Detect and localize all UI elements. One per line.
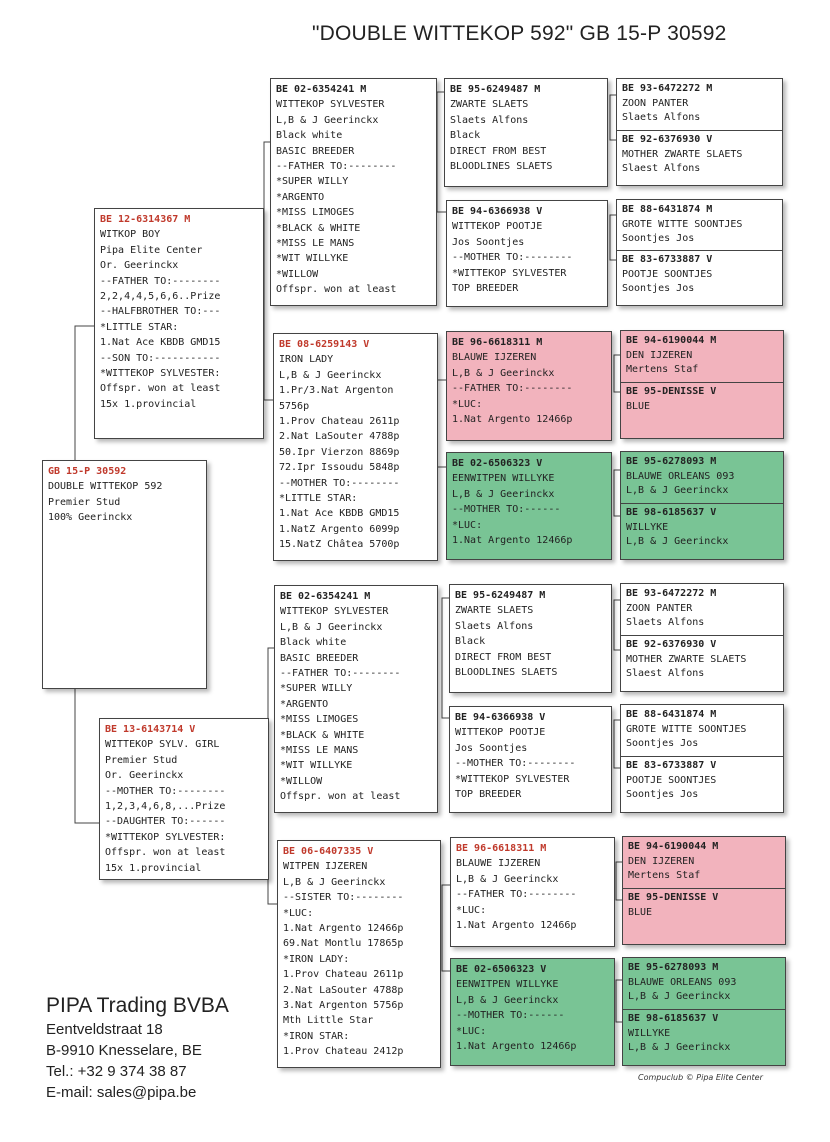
ring-number: BE 96-6618311 M: [456, 843, 547, 854]
info-line: --MOTHER TO:--------: [452, 252, 573, 264]
info-line: *LUC:: [456, 904, 487, 916]
company-info: [46, 993, 229, 1103]
info-line: 15x 1.provincial: [105, 862, 202, 874]
ring-number: BE 88-6431874 M: [622, 204, 713, 215]
info-line: DIRECT FROM BEST: [450, 145, 547, 157]
footer-credit: Compuclub © Pipa Elite Center: [638, 1073, 763, 1082]
subject-pigeon-card: [42, 460, 207, 689]
info-line: L,B & J Geerinckx: [628, 991, 731, 1003]
info-line: *WILLOW: [280, 775, 323, 787]
info-line: MOTHER ZWARTE SLAETS: [622, 148, 743, 160]
ring-number: GB 15-P 30592: [48, 466, 127, 477]
info-line: 1.Nat Argento 12466p: [452, 535, 573, 547]
info-line: *WILLOW: [276, 268, 319, 280]
ring-number: BE 08-6259143 V: [279, 339, 370, 350]
divider: [621, 635, 783, 636]
divider: [621, 503, 783, 504]
info-line: L,B & J Geerinckx: [452, 367, 555, 379]
info-line: WITTEKOP SYLVESTER: [280, 606, 389, 618]
info-line: --MOTHER TO:--------: [279, 477, 400, 489]
info-line: 15x 1.provincial: [100, 398, 197, 410]
ring-number: BE 02-6506323 V: [452, 458, 543, 469]
info-line: L,B & J Geerinckx: [276, 114, 379, 126]
mother-card: [99, 718, 269, 880]
info-line: *LUC:: [452, 519, 483, 531]
info-line: 1.Prov Chateau 2412p: [283, 1046, 404, 1058]
great-grandparent-card: [446, 331, 612, 441]
gen4-pair-card: [620, 704, 784, 813]
gen4-pair-card: [622, 836, 786, 945]
info-line: --MOTHER TO:--------: [455, 758, 576, 770]
info-line: Mertens Staf: [628, 870, 701, 882]
ring-number: BE 02-6354241 M: [276, 84, 367, 95]
info-line: --FATHER TO:--------: [452, 383, 573, 395]
info-line: POOTJE SOONTJES: [622, 268, 713, 280]
info-line: ZWARTE SLAETS: [455, 605, 534, 617]
dam-section: [622, 253, 712, 297]
info-line: 1.Prov Chateau 2611p: [283, 969, 404, 981]
ring-number: BE 94-6366938 V: [455, 712, 546, 723]
info-line: Slaets Alfons: [622, 112, 701, 124]
info-line: Slaets Alfons: [626, 617, 705, 629]
info-line: BLAUWE ORLEANS 093: [626, 470, 735, 482]
info-line: Black: [450, 130, 481, 142]
info-line: *BLACK & WHITE: [276, 222, 361, 234]
ring-number: BE 98-6185637 V: [628, 1013, 719, 1024]
info-line: 1.Nat Ace KBDB GMD15: [100, 337, 221, 349]
info-line: BASIC BREEDER: [280, 652, 359, 664]
info-line: BLOODLINES SLAETS: [450, 161, 553, 173]
ring-number: BE 94-6190044 M: [628, 841, 719, 852]
info-line: Jos Soontjes: [455, 742, 528, 754]
info-line: 50.Ipr Vierzon 8869p: [279, 446, 400, 458]
info-line: *LITTLE STAR:: [279, 493, 358, 505]
ring-number: BE 93-6472272 M: [626, 588, 717, 599]
ring-number: BE 95-6278093 M: [626, 456, 717, 467]
info-line: Black: [455, 636, 486, 648]
grandsire-paternal-card: [270, 78, 437, 306]
info-line: Black white: [280, 637, 347, 649]
info-line: EENWITPEN WILLYKE: [456, 979, 559, 991]
divider: [621, 382, 783, 383]
ring-number: BE 88-6431874 M: [626, 709, 717, 720]
info-line: Soontjes Jos: [626, 738, 699, 750]
info-line: Premier Stud: [48, 496, 121, 508]
info-line: Pipa Elite Center: [100, 244, 203, 256]
great-grandparent-card: [444, 78, 608, 187]
info-line: 1.Nat Argento 12466p: [283, 923, 404, 935]
gen4-pair-card: [616, 199, 783, 306]
info-line: WILLYKE: [628, 1027, 671, 1039]
info-line: BLAUWE IJZEREN: [452, 352, 537, 364]
info-line: Mertens Staf: [626, 364, 699, 376]
info-line: WITTEKOP POOTJE: [455, 727, 546, 739]
info-line: *ARGENTO: [276, 191, 325, 203]
info-line: L,B & J Geerinckx: [452, 488, 555, 500]
company-city: B-9910 Knesselare, BE: [46, 1042, 202, 1059]
info-line: 1.Pr/3.Nat Argenton: [279, 385, 394, 397]
info-line: 1.NatZ Argento 6099p: [279, 523, 400, 535]
info-line: L,B & J Geerinckx: [280, 621, 383, 633]
info-line: 1.Nat Argento 12466p: [456, 920, 577, 932]
info-line: BLUE: [626, 400, 651, 412]
info-line: *WITTEKOP SYLVESTER:: [100, 368, 221, 380]
granddam-paternal-card: [273, 333, 438, 561]
info-line: Mth Little Star: [283, 1015, 374, 1027]
info-line: L,B & J Geerinckx: [456, 873, 559, 885]
info-line: L,B & J Geerinckx: [626, 485, 729, 497]
ring-number: BE 02-6354241 M: [280, 591, 371, 602]
info-line: ZOON PANTER: [622, 97, 689, 109]
info-line: BLAUWE ORLEANS 093: [628, 976, 737, 988]
dam-section: [622, 133, 742, 177]
ring-number: BE 98-6185637 V: [626, 507, 717, 518]
info-line: L,B & J Geerinckx: [456, 994, 559, 1006]
info-line: --FATHER TO:--------: [456, 889, 577, 901]
divider: [623, 1009, 785, 1010]
info-line: Soontjes Jos: [622, 233, 695, 245]
info-line: *SUPER WILLY: [276, 176, 349, 188]
info-line: Black white: [276, 130, 343, 142]
info-line: --MOTHER TO:--------: [105, 785, 226, 797]
ring-number: BE 95-6278093 M: [628, 962, 719, 973]
info-line: DIRECT FROM BEST: [455, 651, 552, 663]
ring-number: BE 95-DENISSE V: [628, 892, 719, 903]
divider: [621, 756, 783, 757]
info-line: ZWARTE SLAETS: [450, 99, 529, 111]
info-line: WITTEKOP SYLV. GIRL: [105, 739, 220, 751]
info-line: --FATHER TO:--------: [100, 275, 221, 287]
info-line: 5756p: [279, 400, 310, 412]
grandsire-maternal-card: [274, 585, 438, 813]
info-line: DEN IJZEREN: [628, 855, 695, 867]
company-phone: Tel.: +32 9 374 38 87: [46, 1063, 187, 1080]
dam-section: [628, 1012, 730, 1056]
info-line: WILLYKE: [626, 521, 669, 533]
gen4-pair-card: [620, 583, 784, 692]
company-street: Eentveldstraat 18: [46, 1021, 163, 1038]
info-line: Offspr. won at least: [105, 847, 226, 859]
info-line: Jos Soontjes: [452, 236, 525, 248]
info-line: Slaets Alfons: [450, 114, 529, 126]
info-line: ZOON PANTER: [626, 602, 693, 614]
ring-number: BE 94-6190044 M: [626, 335, 717, 346]
info-line: BLUE: [628, 906, 653, 918]
company-email: E-mail: sales@pipa.be: [46, 1084, 197, 1101]
dam-section: [626, 638, 746, 682]
info-line: Slaets Alfons: [455, 620, 534, 632]
ring-number: BE 93-6472272 M: [622, 83, 713, 94]
info-line: Offspr. won at least: [276, 284, 397, 296]
info-line: Slaest Alfons: [622, 163, 701, 175]
ring-number: BE 94-6366938 V: [452, 206, 543, 217]
great-grandparent-card: [446, 200, 608, 307]
info-line: WITTEKOP POOTJE: [452, 221, 543, 233]
info-line: *MISS LE MANS: [276, 238, 355, 250]
info-line: 1.Nat Argento 12466p: [456, 1041, 577, 1053]
info-line: *WITTEKOP SYLVESTER: [452, 267, 567, 279]
father-card: [94, 208, 264, 439]
gen4-pair-card: [620, 451, 784, 560]
ring-number: BE 83-6733887 V: [626, 760, 717, 771]
info-line: GROTE WITTE SOONTJES: [622, 218, 743, 230]
info-line: *MISS LIMOGES: [280, 714, 359, 726]
info-line: WITPEN IJZEREN: [283, 861, 368, 873]
info-line: *WITTEKOP SYLVESTER: [455, 773, 570, 785]
info-line: 1.Nat Ace KBDB GMD15: [279, 508, 400, 520]
ring-number: BE 96-6618311 M: [452, 337, 543, 348]
ring-number: BE 95-6249487 M: [455, 590, 546, 601]
info-line: Offspr. won at least: [280, 791, 401, 803]
info-line: *IRON STAR:: [283, 1030, 350, 1042]
info-line: 1.Prov Chateau 2611p: [279, 416, 400, 428]
info-line: *WIT WILLYKE: [276, 253, 349, 265]
info-line: *WIT WILLYKE: [280, 760, 353, 772]
info-line: TOP BREEDER: [452, 283, 519, 295]
info-line: --FATHER TO:--------: [276, 161, 397, 173]
great-grandparent-card: [450, 958, 615, 1066]
info-line: *IRON LADY:: [283, 953, 350, 965]
info-line: Offspr. won at least: [100, 383, 221, 395]
info-line: 72.Ipr Issoudu 5848p: [279, 462, 400, 474]
info-line: *WITTEKOP SYLVESTER:: [105, 831, 226, 843]
info-line: POOTJE SOONTJES: [626, 774, 717, 786]
info-line: BLAUWE IJZEREN: [456, 858, 541, 870]
info-line: 2,2,4,4,5,6,6..Prize: [100, 291, 221, 303]
dam-section: [626, 759, 716, 803]
ring-number: BE 83-6733887 V: [622, 254, 713, 265]
info-line: 2.Nat LaSouter 4788p: [279, 431, 400, 443]
divider: [617, 250, 782, 251]
info-line: *SUPER WILLY: [280, 683, 353, 695]
info-line: 2.Nat LaSouter 4788p: [283, 984, 404, 996]
info-line: WITKOP BOY: [100, 229, 161, 241]
company-name: PIPA Trading BVBA: [46, 994, 229, 1017]
ring-number: BE 95-DENISSE V: [626, 386, 717, 397]
info-line: Slaest Alfons: [626, 668, 705, 680]
info-line: *ARGENTO: [280, 698, 329, 710]
info-line: *MISS LIMOGES: [276, 207, 355, 219]
info-line: DEN IJZEREN: [626, 349, 693, 361]
info-line: 69.Nat Montlu 17865p: [283, 938, 404, 950]
dam-section: [628, 891, 718, 920]
dam-section: [626, 506, 728, 550]
info-line: DOUBLE WITTEKOP 592: [48, 481, 163, 493]
granddam-maternal-card: [277, 840, 441, 1068]
great-grandparent-card: [446, 452, 612, 560]
info-line: *LUC:: [456, 1025, 487, 1037]
gen4-pair-card: [622, 957, 786, 1066]
gen4-pair-card: [616, 78, 783, 186]
info-line: MOTHER ZWARTE SLAETS: [626, 653, 747, 665]
ring-number: BE 92-6376930 V: [622, 134, 713, 145]
info-line: WITTEKOP SYLVESTER: [276, 99, 385, 111]
info-line: TOP BREEDER: [455, 789, 522, 801]
ring-number: BE 13-6143714 V: [105, 724, 196, 735]
info-line: *LITTLE STAR:: [100, 321, 179, 333]
ring-number: BE 92-6376930 V: [626, 639, 717, 650]
info-line: --HALFBROTHER TO:---: [100, 306, 221, 318]
info-line: --DAUGHTER TO:------: [105, 816, 226, 828]
ring-number: BE 12-6314367 M: [100, 214, 191, 225]
info-line: --FATHER TO:--------: [280, 668, 401, 680]
great-grandparent-card: [450, 837, 615, 947]
info-line: 1.Nat Argento 12466p: [452, 414, 573, 426]
info-line: 100% Geerinckx: [48, 512, 133, 524]
info-line: BASIC BREEDER: [276, 145, 355, 157]
info-line: *LUC:: [283, 907, 314, 919]
ring-number: BE 06-6407335 V: [283, 846, 374, 857]
info-line: Or. Geerinckx: [100, 260, 179, 272]
info-line: L,B & J Geerinckx: [279, 369, 382, 381]
ring-number: BE 95-6249487 M: [450, 84, 541, 95]
ring-number: BE 02-6506323 V: [456, 964, 547, 975]
info-line: --SON TO:-----------: [100, 352, 221, 364]
great-grandparent-card: [449, 706, 612, 813]
info-line: 1,2,3,4,6,8,...Prize: [105, 801, 226, 813]
info-line: GROTE WITTE SOONTJES: [626, 723, 747, 735]
info-line: EENWITPEN WILLYKE: [452, 473, 555, 485]
info-line: *MISS LE MANS: [280, 745, 359, 757]
info-line: --MOTHER TO:------: [452, 504, 561, 516]
info-line: IRON LADY: [279, 354, 334, 366]
divider: [623, 888, 785, 889]
divider: [617, 130, 782, 131]
info-line: Soontjes Jos: [622, 283, 695, 295]
info-line: 3.Nat Argenton 5756p: [283, 1000, 404, 1012]
page-title: "DOUBLE WITTEKOP 592" GB 15-P 30592: [312, 22, 727, 45]
info-line: Soontjes Jos: [626, 789, 699, 801]
info-line: --SISTER TO:--------: [283, 892, 404, 904]
info-line: BLOODLINES SLAETS: [455, 667, 558, 679]
dam-section: [626, 385, 716, 414]
gen4-pair-card: [620, 330, 784, 439]
info-line: Premier Stud: [105, 754, 178, 766]
info-line: --MOTHER TO:------: [456, 1010, 565, 1022]
info-line: *BLACK & WHITE: [280, 729, 365, 741]
info-line: 15.NatZ Châtea 5700p: [279, 539, 400, 551]
info-line: Or. Geerinckx: [105, 770, 184, 782]
info-line: L,B & J Geerinckx: [628, 1042, 731, 1054]
info-line: *LUC:: [452, 398, 483, 410]
info-line: L,B & J Geerinckx: [626, 536, 729, 548]
info-line: L,B & J Geerinckx: [283, 876, 386, 888]
great-grandparent-card: [449, 584, 612, 693]
